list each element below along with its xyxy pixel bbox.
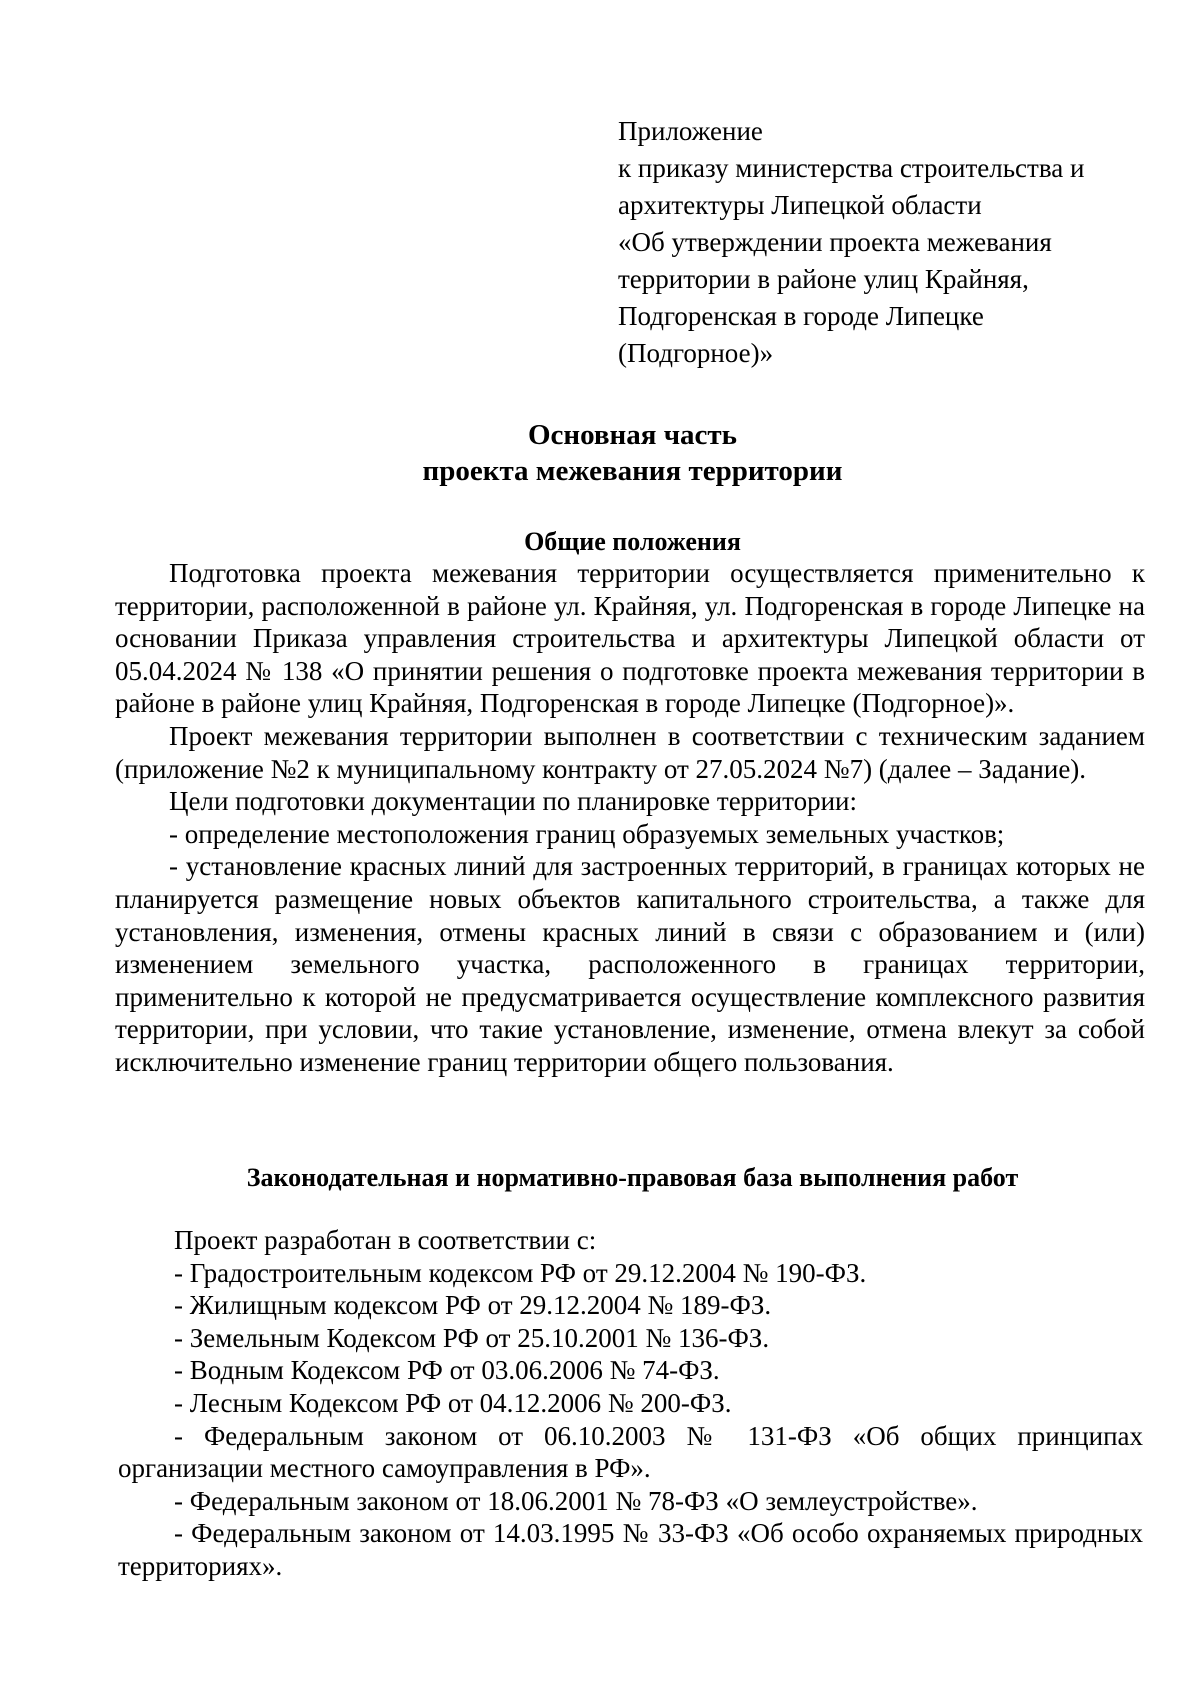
appendix-block xyxy=(618,113,1138,372)
paragraph: Проект межевания территории выполнен в соответствии с техническим заданием (приложение №2 к муниципальному контракту от 27.05.2024 №7) (далее – Задание). xyxy=(115,720,1145,784)
list-item: - Федеральным законом от 18.06.2001 № 78-ФЗ «О землеустройстве». xyxy=(174,1485,978,1516)
list-item: - Федеральным законом от 14.03.1995 № 33-ФЗ «Об особо охраняемых природных территориях». xyxy=(118,1518,1143,1581)
appendix-line: территории в районе улиц Крайняя, xyxy=(618,264,1029,294)
list-item: - Водным Кодексом РФ от 03.06.2006 № 74-ФЗ. xyxy=(174,1355,720,1386)
document-title xyxy=(0,417,1200,489)
list-item: - Градостроительным кодексом РФ от 29.12.2004 № 190-ФЗ. xyxy=(174,1257,867,1288)
paragraph: Подготовка проекта межевания территории осуществляется применительно к территории, расположенной в районе ул. Крайняя, ул. Подгоренская в городе Липецке на основании Приказа управления строительства и архитектуры Липецкой области от 05.04.2024 № 138 «О принятии решения о подготовке проекта межевания территории в районе в районе улиц Крайняя, Подгоренская в городе Липецке (Подгорное)». xyxy=(115,558,1145,719)
list-item: - Жилищным кодексом РФ от 29.12.2004 № 189-ФЗ. xyxy=(174,1290,772,1321)
appendix-line: к приказу министерства строительства и xyxy=(618,153,1085,183)
legal-basis-list xyxy=(118,1224,1143,1583)
appendix-line: (Подгорное)» xyxy=(618,338,774,368)
list-item: - Лесным Кодексом РФ от 04.12.2006 № 200-ФЗ. xyxy=(174,1387,732,1418)
appendix-line: Приложение xyxy=(618,116,763,146)
list-item: Проект разработан в соответствии с: xyxy=(174,1225,597,1255)
general-section-body xyxy=(115,557,1145,1079)
title-line-2: проекта межевания территории xyxy=(422,455,843,487)
general-section-heading: Общие положения xyxy=(524,527,741,556)
list-item: - Федеральным законом от 06.10.2003 № 131-ФЗ «Об общих принципах организации местного самоуправления в РФ». xyxy=(118,1420,1143,1484)
list-item: - Земельным Кодексом РФ от 25.10.2001 № 136-ФЗ. xyxy=(174,1322,770,1353)
appendix-line: архитектуры Липецкой области xyxy=(618,190,982,220)
title-line-1: Основная часть xyxy=(527,419,738,451)
appendix-line: «Об утверждении проекта межевания xyxy=(618,227,1052,257)
appendix-line: Подгоренская в городе Липецке xyxy=(618,301,984,331)
legal-section-heading: Законодательная и нормативно-правовая база выполнения работ xyxy=(246,1163,1019,1192)
paragraph: - установление красных линий для застроенных территорий, в границах которых не планируется размещение новых объектов капитального строительства, а также для установления, изменения, отмены красных линий в связи с образованием и (или) изменением земельного участка, расположенного в границах территории, применительно к которой не предусматривается осуществление комплексного развития территории, при условии, что такие установление, изменение, отмена влекут за собой исключительно изменение границ территории общего пользования. xyxy=(115,851,1145,1077)
paragraph: Цели подготовки документации по планировке территории: xyxy=(169,786,857,817)
paragraph: - определение местоположения границ образуемых земельных участков; xyxy=(169,818,1005,849)
